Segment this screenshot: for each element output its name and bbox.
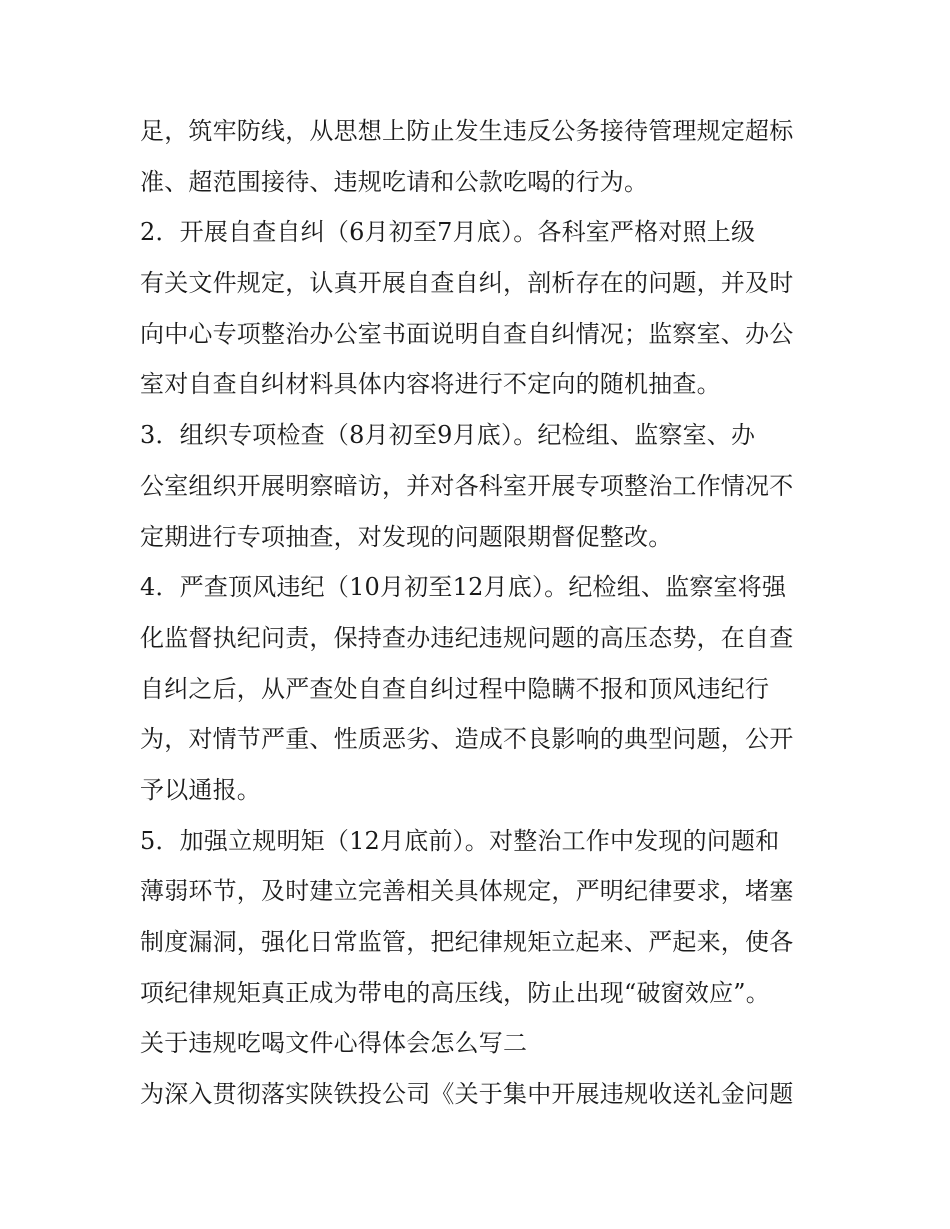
list-item-5: 5．加强立规明矩（12月底前）。对整治工作中发现的问题和 [140, 826, 780, 855]
list-item-4: 4．严查顶风违纪（10月初至12月底）。纪检组、监察室将强 [140, 573, 787, 602]
text-line: 准、超范围接待、违规吃请和公款吃喝的行为。 [140, 167, 649, 196]
text-line: 有关文件规定，认真开展自查自纠，剖析存在的问题，并及时 [140, 269, 794, 298]
text-line: 向中心专项整治办公室书面说明自查自纠情况；监察室、办公 [140, 319, 794, 348]
text-line: 定期进行专项抽查，对发现的问题限期督促整改。 [140, 522, 673, 551]
text-line: 自纠之后，从严查处自查自纠过程中隐瞒不报和顶风违纪行 [140, 674, 770, 703]
text-line: 薄弱环节，及时建立完善相关具体规定，严明纪律要求，堵塞 [140, 877, 794, 906]
text-line: 室对自查自纠材料具体内容将进行不定向的随机抽查。 [140, 370, 721, 399]
text-line: 制度漏洞，强化日常监管，把纪律规矩立起来、严起来，使各 [140, 928, 794, 956]
text-line: 为，对情节严重、性质恶劣、造成不良影响的典型问题，公开 [140, 725, 794, 754]
text-line: 化监督执纪问责，保持查办违纪违规问题的高压态势，在自查 [140, 623, 794, 652]
section-heading: 关于违规吃喝文件心得体会怎么写二 [140, 1029, 528, 1058]
text-line: 公室组织开展明察暗访，并对各科室开展专项整治工作情况不 [140, 471, 794, 500]
text-line: 为深入贯彻落实陕铁投公司《关于集中开展违规收送礼金问题 [140, 1080, 794, 1109]
list-item-2: 2．开展自查自纠（6月初至7月底）。各科室严格对照上级 [140, 218, 756, 247]
text-line: 足，筑牢防线，从思想上防止发生违反公务接待管理规定超标 [140, 117, 794, 145]
text-line: 项纪律规矩真正成为带电的高压线，防止出现“破窗效应”。 [140, 978, 770, 1007]
list-item-3: 3．组织专项检查（8月初至9月底）。纪检组、监察室、办 [140, 421, 756, 450]
text-line: 予以通报。 [140, 775, 261, 804]
document-body [140, 106, 820, 1120]
